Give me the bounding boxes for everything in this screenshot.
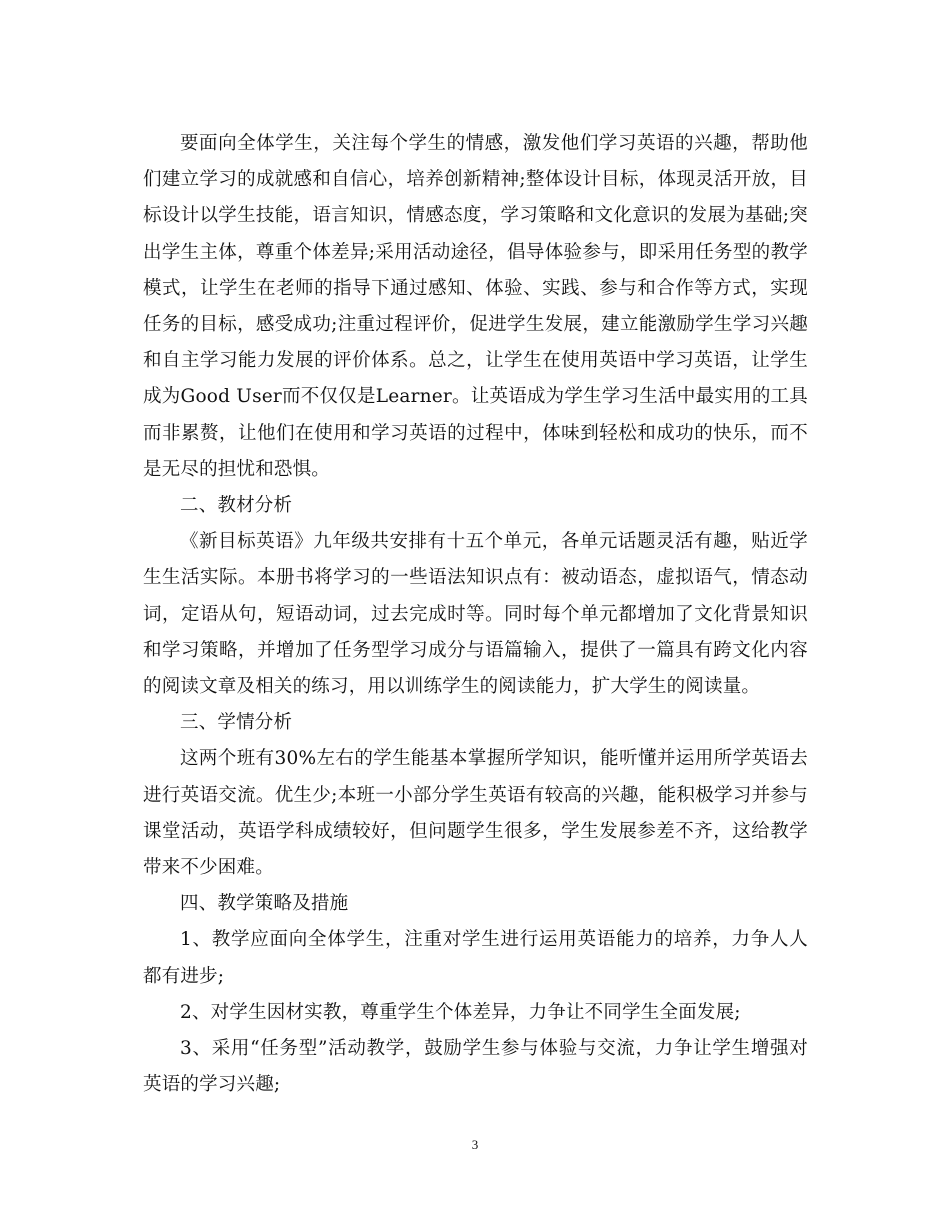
list-item-strategy-3: 3、采用“任务型”活动教学，鼓励学生参与体验与交流，力争让学生增强对英语的学习兴趣; (143, 1038, 808, 1096)
page-number: 3 (471, 1137, 479, 1152)
list-item-strategy-2: 2、对学生因材实教，尊重学生个体差异，力争让不同学生全面发展; (180, 1001, 741, 1023)
section-heading-student-analysis: 三、学情分析 (180, 712, 293, 734)
paragraph-textbook-analysis: 《新目标英语》九年级共安排有十五个单元，各单元话题灵活有趣，贴近学生生活实际。本册书将学习的一些语法知识点有：被动语态，虚拟语气，情态动词，定语从句，短语动词，过去完成时等。同时每个单元都增加了文化背景知识和学习策略，并增加了任务型学习成分与语篇输入，提供了一篇具有跨文化内容的阅读文章及相关的练习，用以训练学生的阅读能力，扩大学生的阅读量。 (143, 531, 808, 698)
section-heading-teaching-strategies: 四、教学策略及措施 (180, 893, 349, 915)
paragraph-student-analysis: 这两个班有30%左右的学生能基本掌握所学知识，能听懂并运用所学英语去进行英语交流。优生少;本班一小部分学生英语有较高的兴趣，能积极学习并参与课堂活动，英语学科成绩较好，但问题学生很多，学生发展参差不齐，这给教学带来不少困难。 (143, 748, 808, 879)
section-heading-textbook-analysis: 二、教材分析 (180, 495, 293, 517)
list-item-strategy-1: 1、教学应面向全体学生，注重对学生进行运用英语能力的培养，力争人人都有进步; (143, 929, 808, 987)
paragraph-intro: 要面向全体学生，关注每个学生的情感，激发他们学习英语的兴趣，帮助他们建立学习的成就感和自信心，培养创新精神;整体设计目标，体现灵活开放，目标设计以学生技能，语言知识，情感态度，学习策略和文化意识的发展为基础;突出学生主体，尊重个体差异;采用活动途径，倡导体验参与，即采用任务型的教学模式，让学生在老师的指导下通过感知、体验、实践、参与和合作等方式，实现任务的目标，感受成功;注重过程评价，促进学生发展，建立能激励学生学习兴趣和自主学习能力发展的评价体系。总之，让学生在使用英语中学习英语，让学生成为Good User而不仅仅是Learner。让英语成为学生学习生活中最实用的工具而非累赘，让他们在使用和学习英语的过程中，体味到轻松和成功的快乐，而不是无尽的担忧和恐惧。 (143, 133, 808, 480)
document-body (143, 126, 808, 1103)
